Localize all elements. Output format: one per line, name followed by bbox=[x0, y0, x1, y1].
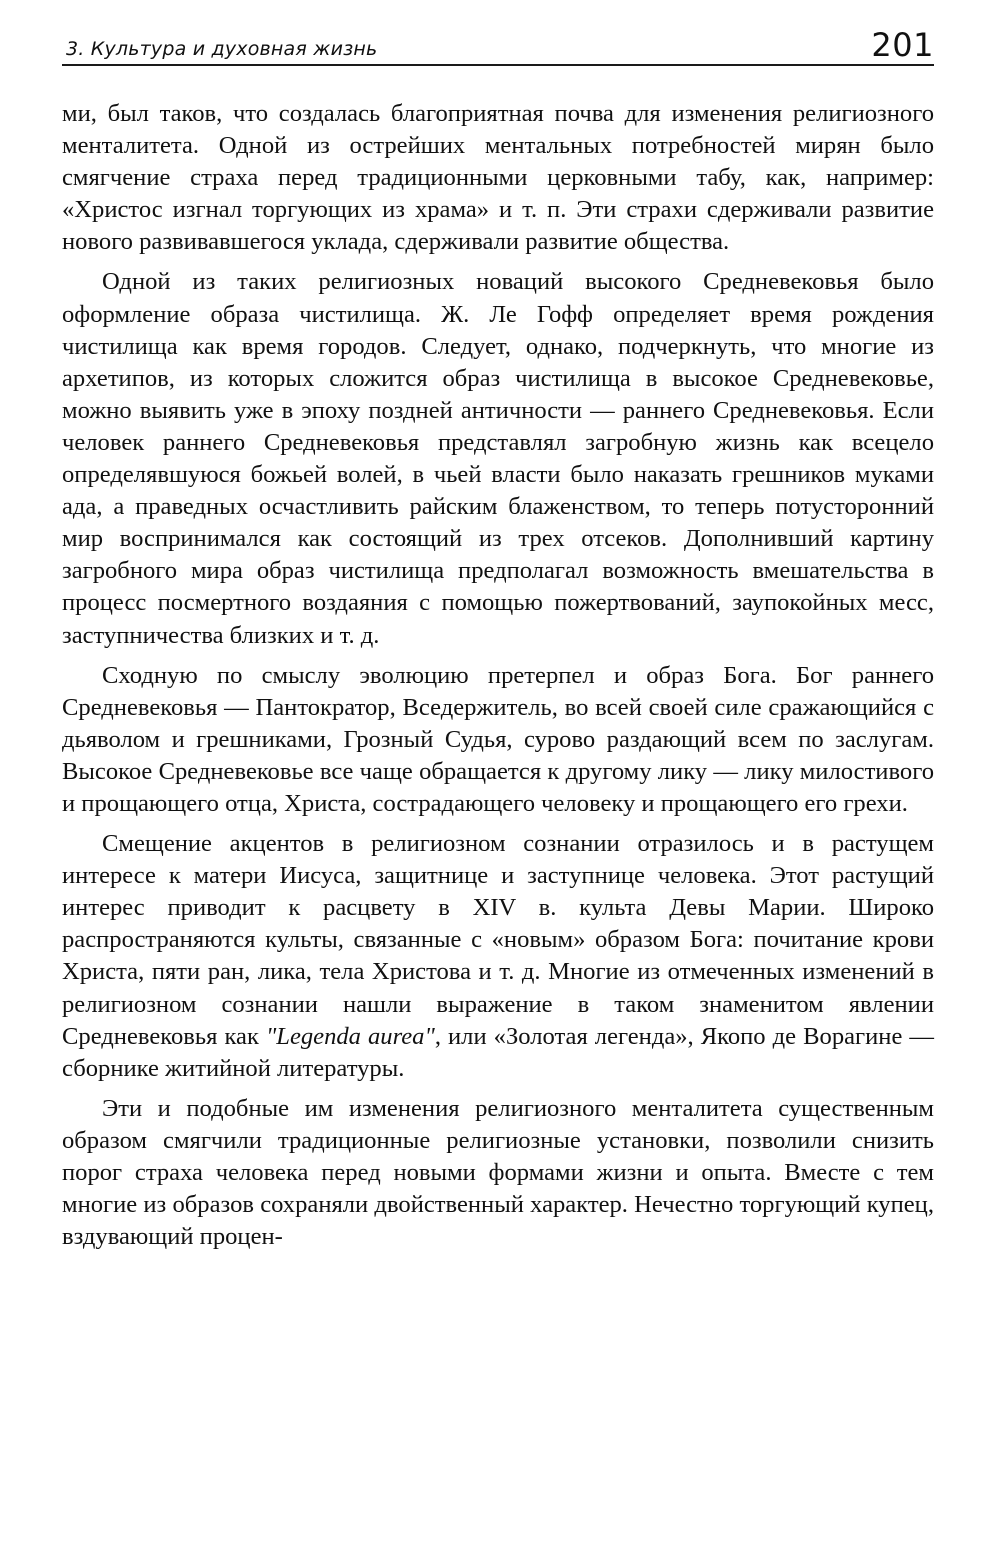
paragraph-text-before-title: Смещение акцентов в религиозном сознании отразилось и в растущем интересе к матери Иисуса, защитнице и заступнице человека. Этот растущий интерес приводит к расцвету в XIV в. культа Девы Марии. Широко распространяются культы, связанные с «новым» образом Бога: почитание крови Христа, пяти ран, лика, тела Христова и т. д. Многие из отмеченных изменений в религиозном сознании нашли выражение в таком знаменитом явлении Средневековья как bbox=[62, 830, 934, 1050]
chapter-title: 3. Культура и духовная жизнь bbox=[66, 38, 378, 60]
body-text bbox=[62, 98, 934, 1253]
legenda-aurea-title: "Legenda aurea" bbox=[265, 1022, 435, 1050]
page-number: 201 bbox=[871, 26, 934, 64]
paragraph-mentality-changes: Эти и подобные им изменения религиозного менталитета существенным образом смягчили традиционные религиозные установки, позволили снизить порог страха человека перед новыми формами жизни и опыта. Вместе с тем многие из образов сохраняли двойственный характер. Нечестно торгующий купец, вздувающий процен- bbox=[62, 1094, 934, 1251]
running-header bbox=[62, 22, 934, 66]
paragraph-purgatory: Одной из таких религиозных новаций высокого Средневековья было оформление образа чистилища. Ж. Ле Гофф определяет время рождения чистилища как время городов. Следует, однако, подчеркнуть, что многие из архетипов, из которых сложится образ чистилища в высокое Средневековье, можно выявить уже в эпоху поздней античности — раннего Средневековья. Если человек раннего Средневековья представлял загробную жизнь как всецело определявшуюся божьей волей, в чьей власти было наказать грешников муками ада, а праведных осчастливить райским блаженством, то теперь потусторонний мир воспринимался как состоящий из трех отсеков. Дополнивший картину загробного мира образ чистилища предполагал возможность вмешательства в процесс посмертного воздаяния с помощью пожертвований, заупокойных месс, заступничества близких и т. д. bbox=[62, 268, 934, 649]
book-page bbox=[62, 22, 934, 1253]
paragraph-text-after-title: , или «Золотая легенда», Якопо де Ворагине — сборнике житийной литературы. bbox=[62, 1022, 934, 1082]
paragraph-continued: ми, был таков, что создалась благоприятная почва для изменения религиозного менталитета. Одной из острейших ментальных потребностей мирян было смягчение страха перед традиционными церковными табу, как, например: «Христос изгнал торгующих из храма» и т. п. Эти страхи сдерживали развитие нового развивавшегося уклада, сдерживали развитие общества. bbox=[62, 100, 934, 256]
paragraph-image-of-god: Сходную по смыслу эволюцию претерпел и образ Бога. Бог раннего Средневековья — Пантократор, Вседержитель, во всей своей силе сражающийся с дьяволом и грешниками, Грозный Судья, сурово раздающий всем по заслугам. Высокое Средневековье все чаще обращается к другому лику — лику милостивого и прощающего отца, Христа, сострадающего человеку и прощающего его грехи. bbox=[62, 661, 934, 817]
paragraph-virgin-mary-cult bbox=[62, 828, 934, 1085]
